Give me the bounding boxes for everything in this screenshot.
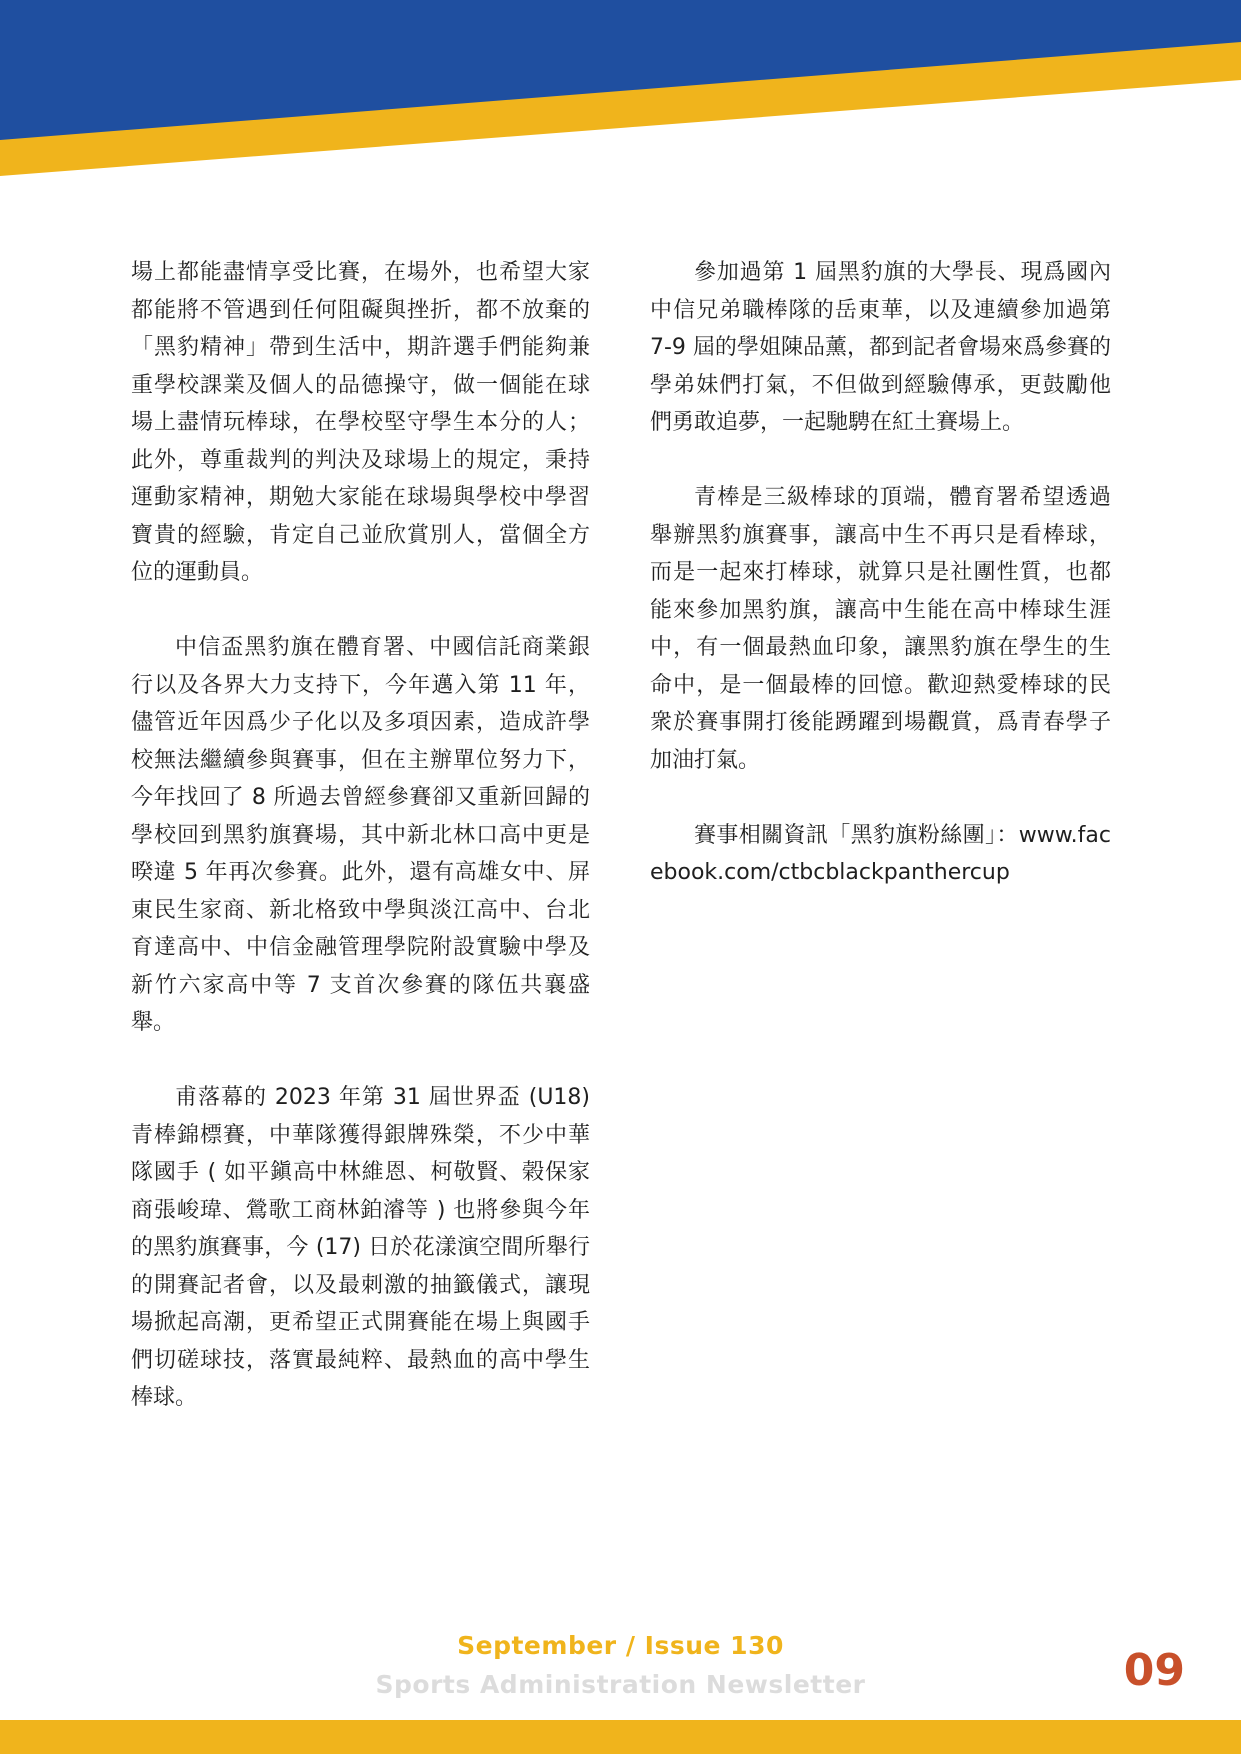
footer-publication-name: Sports Administration Newsletter [375, 1670, 866, 1699]
page-number: 09 [1123, 1645, 1185, 1696]
header-decoration [0, 0, 1241, 180]
footer-issue-label: September / Issue 130 [457, 1631, 784, 1660]
article-paragraph: 青棒是三級棒球的頂端，體育署希望透過舉辦黑豹旗賽事，讓高中生不再只是看棒球，而是一起來打棒球，就算只是社團性質，也都能來參加黑豹旗，讓高中生能在高中棒球生涯中，有一個最熱血印象，讓黑豹旗在學生的生命中，是一個最棒的回憶。歡迎熱愛棒球的民衆於賽事開打後能踴躍到場觀賞，爲青春學子加油打氣。 [650, 485, 1111, 773]
article-paragraph: 場上都能盡情享受比賽，在場外，也希望大家都能將不管遇到任何阻礙與挫折，都不放棄的「黑豹精神」帶到生活中，期許選手們能夠兼重學校課業及個人的品德操守，做一個能在球場上盡情玩棒球，在學校堅守學生本分的人；此外，尊重裁判的判決及球場上的規定，秉持運動家精神，期勉大家能在球場與學校中學習寶貴的經驗，肯定自己並欣賞別人，當個全方位的運動員。 [131, 260, 590, 585]
fan-page-info: 賽事相關資訊「黑豹旗粉絲團」：www.facebook.com/ctbcblackpanthercup [650, 822, 1111, 885]
article-right-column [650, 254, 1111, 929]
article-paragraph: 甫落幕的 2023 年第 31 屆世界盃 (U18) 青棒錦標賽，中華隊獲得銀牌殊榮，不少中華隊國手 ( 如平鎭高中林維恩、柯敬賢、榖保家商張峻瑋、鶯歌工商林鉑濬等 ) 也將參與今年的黑豹旗賽事，今 (17) 日於花漾演空間所舉行的開賽記者會，以及最刺激的抽籤儀式，讓現場掀起高潮，更希望正式開賽能在場上與國手們切磋球技，落實最純粹、最熱血的高中學生棒球。 [131, 1085, 590, 1410]
footer-yellow-bar [0, 1720, 1241, 1754]
article-left-column [131, 254, 590, 1454]
article-paragraph: 中信盃黑豹旗在體育署、中國信託商業銀行以及各界大力支持下，今年邁入第 11 年，儘管近年因爲少子化以及多項因素，造成許學校無法繼續參與賽事，但在主辦單位努力下，今年找回了 8 所過去曾經參賽卻又重新回歸的學校回到黑豹旗賽場，其中新北林口高中更是暌違 5 年再次參賽。此外，還有高雄女中、屏東民生家商、新北格致中學與淡江高中、台北育達高中、中信金融管理學院附設實驗中學及新竹六家高中等 7 支首次參賽的隊伍共襄盛舉。 [131, 635, 590, 1035]
article-paragraph: 參加過第 1 屆黑豹旗的大學長、現爲國內中信兄弟職棒隊的岳東華，以及連續參加過第 7-9 屆的學姐陳品薰，都到記者會場來爲參賽的學弟妹們打氣，不但做到經驗傳承，更鼓勵他們勇敢追夢，一起馳騁在紅土賽場上。 [650, 260, 1111, 435]
